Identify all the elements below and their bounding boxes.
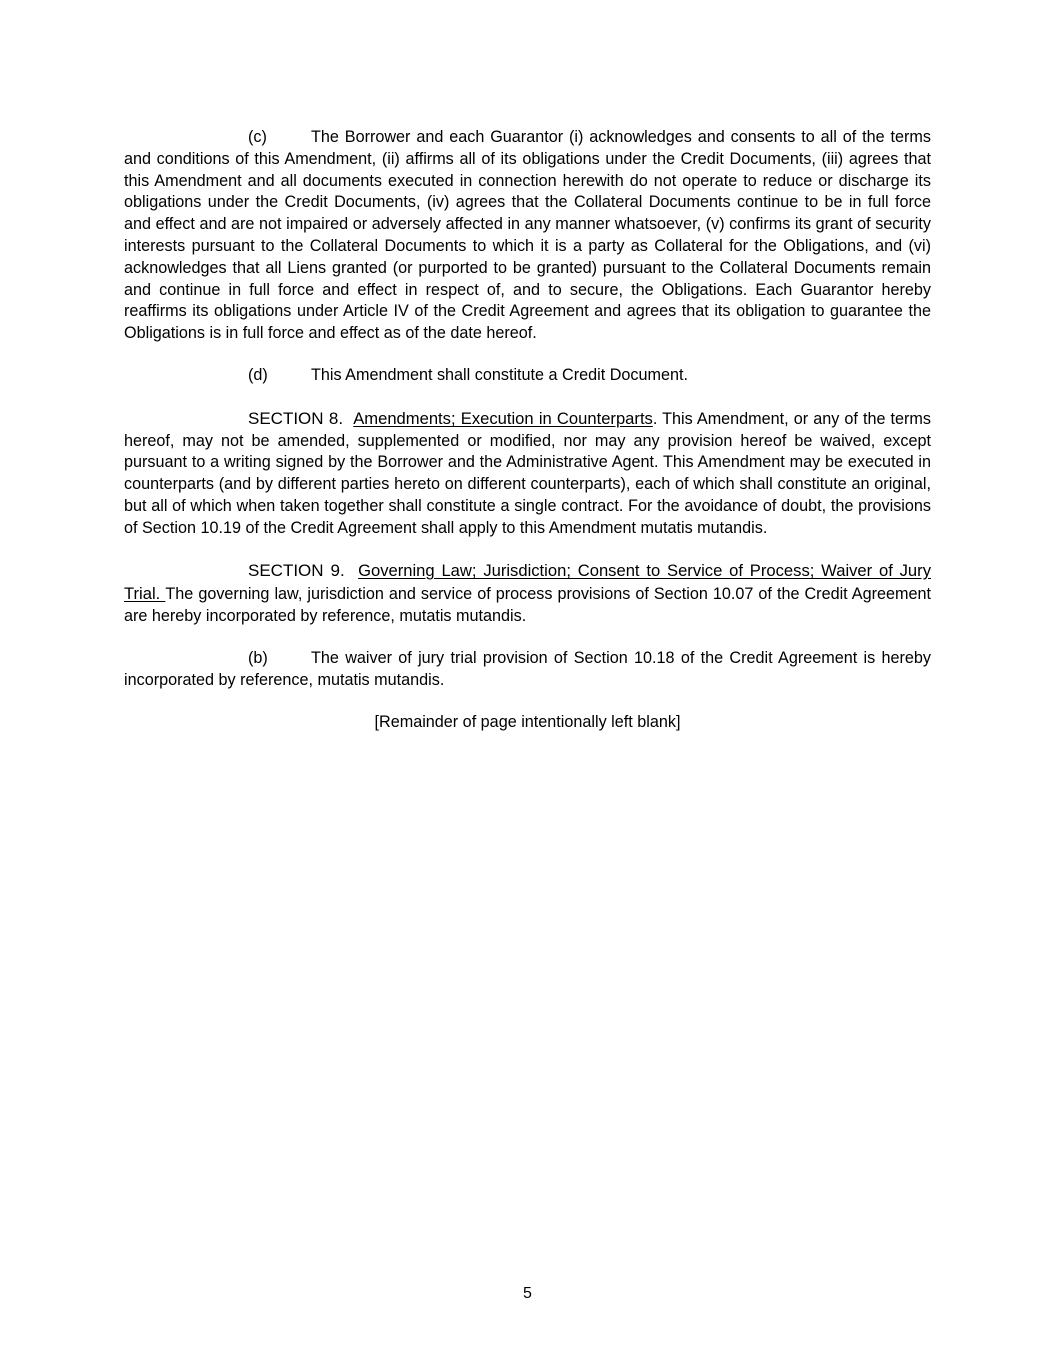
- paragraph-b-label: (b): [248, 648, 268, 667]
- paragraph-c-label: (c): [248, 128, 267, 146]
- document-body: [124, 127, 931, 734]
- section-9-label: SECTION 9.: [248, 561, 345, 581]
- section-9: [124, 560, 931, 627]
- section-8: [124, 408, 931, 540]
- paragraph-d-text: This Amendment shall constitute a Credit Document.: [311, 366, 688, 385]
- section-9-text: The governing law, jurisdiction and service of process provisions of Section 10.07 of the Credit Agreement are hereby incorporated by reference, mutatis mutandis.: [124, 584, 931, 625]
- paragraph-c: [124, 127, 931, 345]
- paragraph-d: [124, 365, 931, 387]
- paragraph-c-text: The Borrower and each Guarantor (i) acknowledges and consents to all of the terms and conditions of this Amendment, (ii) affirms all of its obligations under the Credit Documents, (iii) agrees that this Amendment and all documents executed in connection herewith do not operate to reduce or discharge its obligations under the Credit Documents, (iv) agrees that the Collateral Documents continue to be in full force and effect and are not impaired or adversely affected in any manner whatsoever, (v) confirms its grant of security interests pursuant to the Collateral Documents to which it is a party as Collateral for the Obligations, and (vi) acknowledges that all Liens granted (or purported to be granted) pursuant to the Collateral Documents remain and continue in full force and effect in respect of, and to secure, the Obligations. Each Guarantor hereby reaffirms its obligations under Article IV of the Credit Agreement and agrees that its obligation to guarantee the Obligations is in full force and effect as of the date hereof.: [124, 128, 931, 343]
- paragraph-b-text: The waiver of jury trial provision of Section 10.18 of the Credit Agreement is hereby incorporated by reference, mutatis mutandis.: [124, 648, 931, 689]
- section-9-heading: Governing Law; Jurisdiction; Consent to Service of Process; Waiver of Jury Trial.: [124, 561, 931, 603]
- paragraph-b: [124, 648, 931, 692]
- section-8-label: SECTION 8.: [248, 408, 344, 428]
- remainder-note: [Remainder of page intentionally left blank]: [374, 713, 681, 732]
- section-8-text: . This Amendment, or any of the terms hereof, may not be amended, supplemented or modified, nor may any provision hereof be waived, except pursuant to a writing signed by the Borrower and the Administrative Agent. This Amendment may be executed in counterparts (and by different parties hereto on different counterparts), each of which shall constitute an original, but all of which when taken together shall constitute a single contract. For the avoidance of doubt, the provisions of Section 10.19 of the Credit Agreement shall apply to this Amendment mutatis mutandis.: [124, 409, 932, 537]
- paragraph-d-label: (d): [248, 366, 268, 385]
- section-8-heading: Amendments; Execution in Counterparts: [353, 408, 653, 428]
- page-number: 5: [523, 1285, 532, 1302]
